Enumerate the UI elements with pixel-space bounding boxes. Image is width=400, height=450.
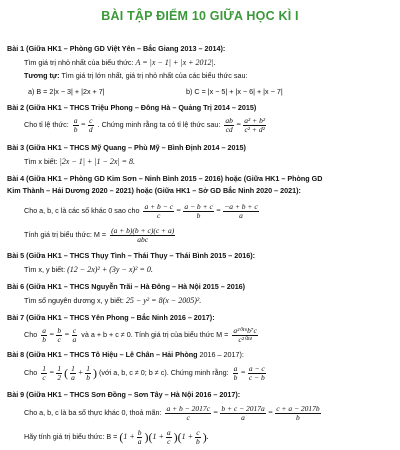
problem-9-text: Hãy tính giá trị biểu thức: B = xyxy=(24,432,118,441)
numerator: a xyxy=(73,115,78,125)
problem-7-text: và a + b + c ≠ 0. Tính giá trị của biểu thức M = xyxy=(81,330,229,339)
numerator: a²⁰¹⁶b⁷c xyxy=(233,325,257,335)
problem-3-line xyxy=(24,157,135,167)
fraction xyxy=(56,365,62,382)
equals-sign: = xyxy=(215,206,222,215)
problem-7-line xyxy=(24,326,260,344)
numerator: 1 xyxy=(42,363,46,373)
problem-5-expr: (12 − 2x)² + (3y − x)² = 0. xyxy=(67,265,153,274)
denominator: b xyxy=(86,372,90,382)
equals-sign: = xyxy=(240,368,246,377)
close-paren: ) xyxy=(144,430,149,445)
numerator: a xyxy=(233,363,238,373)
problem-1-expr: A = |x − 1| + |x + 2012|. xyxy=(135,58,216,67)
numerator: a − b + c xyxy=(184,201,213,211)
equals-sign: = xyxy=(48,368,55,377)
denominator: c xyxy=(157,210,161,220)
problem-8-heading-years: 2016 – 2017): xyxy=(197,350,244,359)
numerator: b xyxy=(137,427,142,437)
denominator: b xyxy=(196,210,201,220)
close-paren: ) xyxy=(173,430,178,445)
numerator: a xyxy=(42,325,46,335)
problem-2-text: . Chứng minh rằng ta có tỉ lệ thức sau: xyxy=(97,120,221,129)
close-paren: ) xyxy=(93,366,97,381)
fraction xyxy=(183,203,213,220)
problem-2-heading: Bài 2 (Giữa HK1 – THCS Triệu Phong – Đông Hà – Quảng Trị 2014 – 2015) xyxy=(7,103,257,112)
problem-1-part-b: b) C = |x − 5| + |x − 6| + |x − 7| xyxy=(186,87,283,96)
problem-1-text: Tìm giá trị nhỏ nhất của biểu thức: xyxy=(24,58,134,67)
fraction xyxy=(233,365,239,382)
fraction xyxy=(41,327,47,344)
problem-9-heading: Bài 9 (Giữa HK1 – THCS Sơn Đồng – Sơn Tây – Hà Nội 2016 – 2017): xyxy=(7,390,241,399)
denominator: c xyxy=(57,334,61,344)
problem-8-text: Cho xyxy=(24,368,38,377)
fraction xyxy=(232,327,258,344)
fraction xyxy=(195,429,201,446)
numerator: a² + b² xyxy=(244,115,266,125)
problem-3-expr: |2x − 1| + |1 − 2x| = 8. xyxy=(59,157,136,166)
fraction xyxy=(73,117,79,134)
problem-7-text: Cho xyxy=(24,330,38,339)
fraction xyxy=(243,117,266,134)
problem-8-text: (với a, b, c ≠ 0; b ≠ c). Chứng minh rằng: xyxy=(99,368,229,377)
problem-6-line xyxy=(24,296,201,306)
equals-sign: = xyxy=(80,120,86,129)
problem-5-line xyxy=(24,265,153,275)
fraction xyxy=(85,365,91,382)
fraction xyxy=(165,405,210,422)
problem-2-text: Cho tỉ lệ thức: xyxy=(24,120,69,129)
problem-9-line-1 xyxy=(24,404,323,422)
equals-sign: = xyxy=(235,120,242,129)
denominator: a xyxy=(72,334,77,344)
numerator: c + a − 2017b xyxy=(276,403,320,413)
problem-8-line: Cho $\frac{1}{c}$ = $\frac{1}{2}$ ( $\frac{1}{a}$ + $\frac{1}{b}$ ) (với a, b, c ≠ 0; b ≠ c). Chứng minh rằng: $\frac{a}{b}$ = $\frac{a - c}{c - b}$ xyxy=(24,363,265,382)
numerator: a + b − 2017c xyxy=(166,403,210,413)
fraction xyxy=(143,203,173,220)
problem-1-similar xyxy=(24,71,247,81)
denominator: c xyxy=(167,436,171,446)
problem-1-part-a: a) B = 2|x − 3| + |2x + 7| xyxy=(28,87,105,96)
open-paren: ( xyxy=(119,430,124,445)
fraction xyxy=(56,327,62,344)
problem-1-heading: Bài 1 (Giữa HK1 – Phòng GD Việt Yên – Bắc Giang 2013 – 2014): xyxy=(7,44,226,53)
problem-4-text: Cho a, b, c là các số khác 0 sao cho xyxy=(24,206,140,215)
equals-sign: = xyxy=(175,206,182,215)
problem-9-line-2: Hãy tính giá trị biểu thức: B = (1 + $\frac{b}{a}$ )(1 + $\frac{a}{c}$ )(1 + $\frac{c}{b}$ ). xyxy=(24,427,209,446)
fraction xyxy=(220,405,265,422)
fraction xyxy=(70,365,76,382)
equals-sign: = xyxy=(64,330,70,339)
denominator: c² + d² xyxy=(244,124,265,134)
numerator: ab xyxy=(225,115,233,125)
problem-5-heading: Bài 5 (Giữa HK1 – THCS Thụy Tình – Thái Thụy – Thái Bình 2015 – 2016): xyxy=(7,251,256,260)
denominator: b xyxy=(196,436,200,446)
page-title: BÀI TẬP ĐIỂM 10 GIỮA HỌC KÌ I xyxy=(101,9,299,23)
fraction xyxy=(275,405,320,422)
problem-4-text: Tính giá trị biểu thức: M = xyxy=(24,230,107,239)
fraction xyxy=(248,365,266,382)
numerator: 1 xyxy=(57,363,62,373)
numerator: b + c − 2017a xyxy=(221,403,265,413)
numerator: b xyxy=(57,325,62,335)
numerator: c xyxy=(72,325,77,335)
denominator: b xyxy=(73,124,78,134)
equals-sign: = xyxy=(267,408,274,417)
problem-2-line xyxy=(24,116,268,134)
denominator: b xyxy=(296,412,300,422)
problem-4-line-2 xyxy=(24,226,177,244)
problem-4-heading-1: Bài 4 (Giữa HK1 – Phòng GD Kim Sơn – Ninh Bình 2015 – 2016) hoặc (Giữa HK1 – Phòng GD xyxy=(7,174,323,183)
denominator: abc xyxy=(137,234,149,244)
problem-7-heading: Bài 7 (Giữa HK1 – THCS Yên Phong – Bắc Ninh 2016 – 2017): xyxy=(7,313,215,322)
numerator: (a + b)(b + c)(c + a) xyxy=(111,225,175,235)
numerator: c xyxy=(89,115,93,125)
problem-4-line-1 xyxy=(24,202,261,220)
problem-1-line xyxy=(24,58,216,68)
denominator: cd xyxy=(225,124,233,134)
open-paren: ( xyxy=(64,366,69,381)
fraction xyxy=(72,327,78,344)
problem-5-text: Tìm x, y biết: xyxy=(24,265,66,274)
denominator: d xyxy=(88,124,93,134)
denominator: a xyxy=(137,436,142,446)
fraction xyxy=(223,203,259,220)
problem-3-heading: Bài 3 (Giữa HK1 – THCS Mỹ Quang – Phù Mỹ – Bình Định 2014 – 2015) xyxy=(7,143,246,152)
fraction xyxy=(41,365,47,382)
numerator: −a + b + c xyxy=(224,201,258,211)
denominator: c²⁰²⁴ xyxy=(238,334,252,344)
similar-text: Tìm giá trị lớn nhất, giá trị nhỏ nhất của các biểu thức sau: xyxy=(61,71,248,80)
problem-6-text: Tìm số nguyên dương x, y biết: xyxy=(24,296,124,305)
fraction xyxy=(110,227,175,244)
denominator: c xyxy=(42,372,46,382)
problem-9-text: Cho a, b, c là ba số thực khác 0, thoả mãn: xyxy=(24,408,162,417)
problem-6-heading: Bài 6 (Giữa HK1 – THCS Nguyễn Trãi – Hà Đông – Hà Nội 2015 – 2016) xyxy=(7,282,246,291)
similar-label: Tương tự: xyxy=(24,71,60,80)
numerator: a − c xyxy=(248,363,265,373)
numerator: 1 xyxy=(71,363,75,373)
problem-8-heading xyxy=(7,350,395,360)
fraction xyxy=(166,429,172,446)
fraction xyxy=(88,117,94,134)
fraction xyxy=(137,429,143,446)
equals-sign: = xyxy=(48,330,55,339)
denominator: c xyxy=(186,412,190,422)
denominator: 2 xyxy=(57,372,62,382)
open-paren: ( xyxy=(148,430,153,445)
equals-sign: = xyxy=(212,408,219,417)
denominator: c − b xyxy=(248,372,265,382)
numerator: a xyxy=(166,427,171,437)
problem-8-heading-bold: Bài 8 (Giữa HK1 – THCS Tô Hiệu – Lê Chân – Hải Phòng xyxy=(7,350,198,359)
numerator: c xyxy=(196,427,200,437)
fraction xyxy=(224,117,234,134)
problem-6-expr: 25 − y² = 8(x − 2005)². xyxy=(125,296,202,305)
open-paren: ( xyxy=(177,430,182,445)
numerator: 1 xyxy=(86,363,90,373)
problem-3-text: Tìm x biết: xyxy=(24,157,58,166)
numerator: a + b − c xyxy=(144,201,173,211)
denominator: a xyxy=(241,412,245,422)
denominator: b xyxy=(42,334,46,344)
denominator: a xyxy=(71,372,75,382)
close-paren: ) xyxy=(202,430,207,445)
problem-4-heading-2: Kim Thành – Hải Dương 2020 – 2021) hoặc (Giữa HK1 – Sở GD Bắc Ninh 2020 – 2021): xyxy=(7,186,301,195)
denominator: b xyxy=(233,372,238,382)
denominator: a xyxy=(239,210,243,220)
